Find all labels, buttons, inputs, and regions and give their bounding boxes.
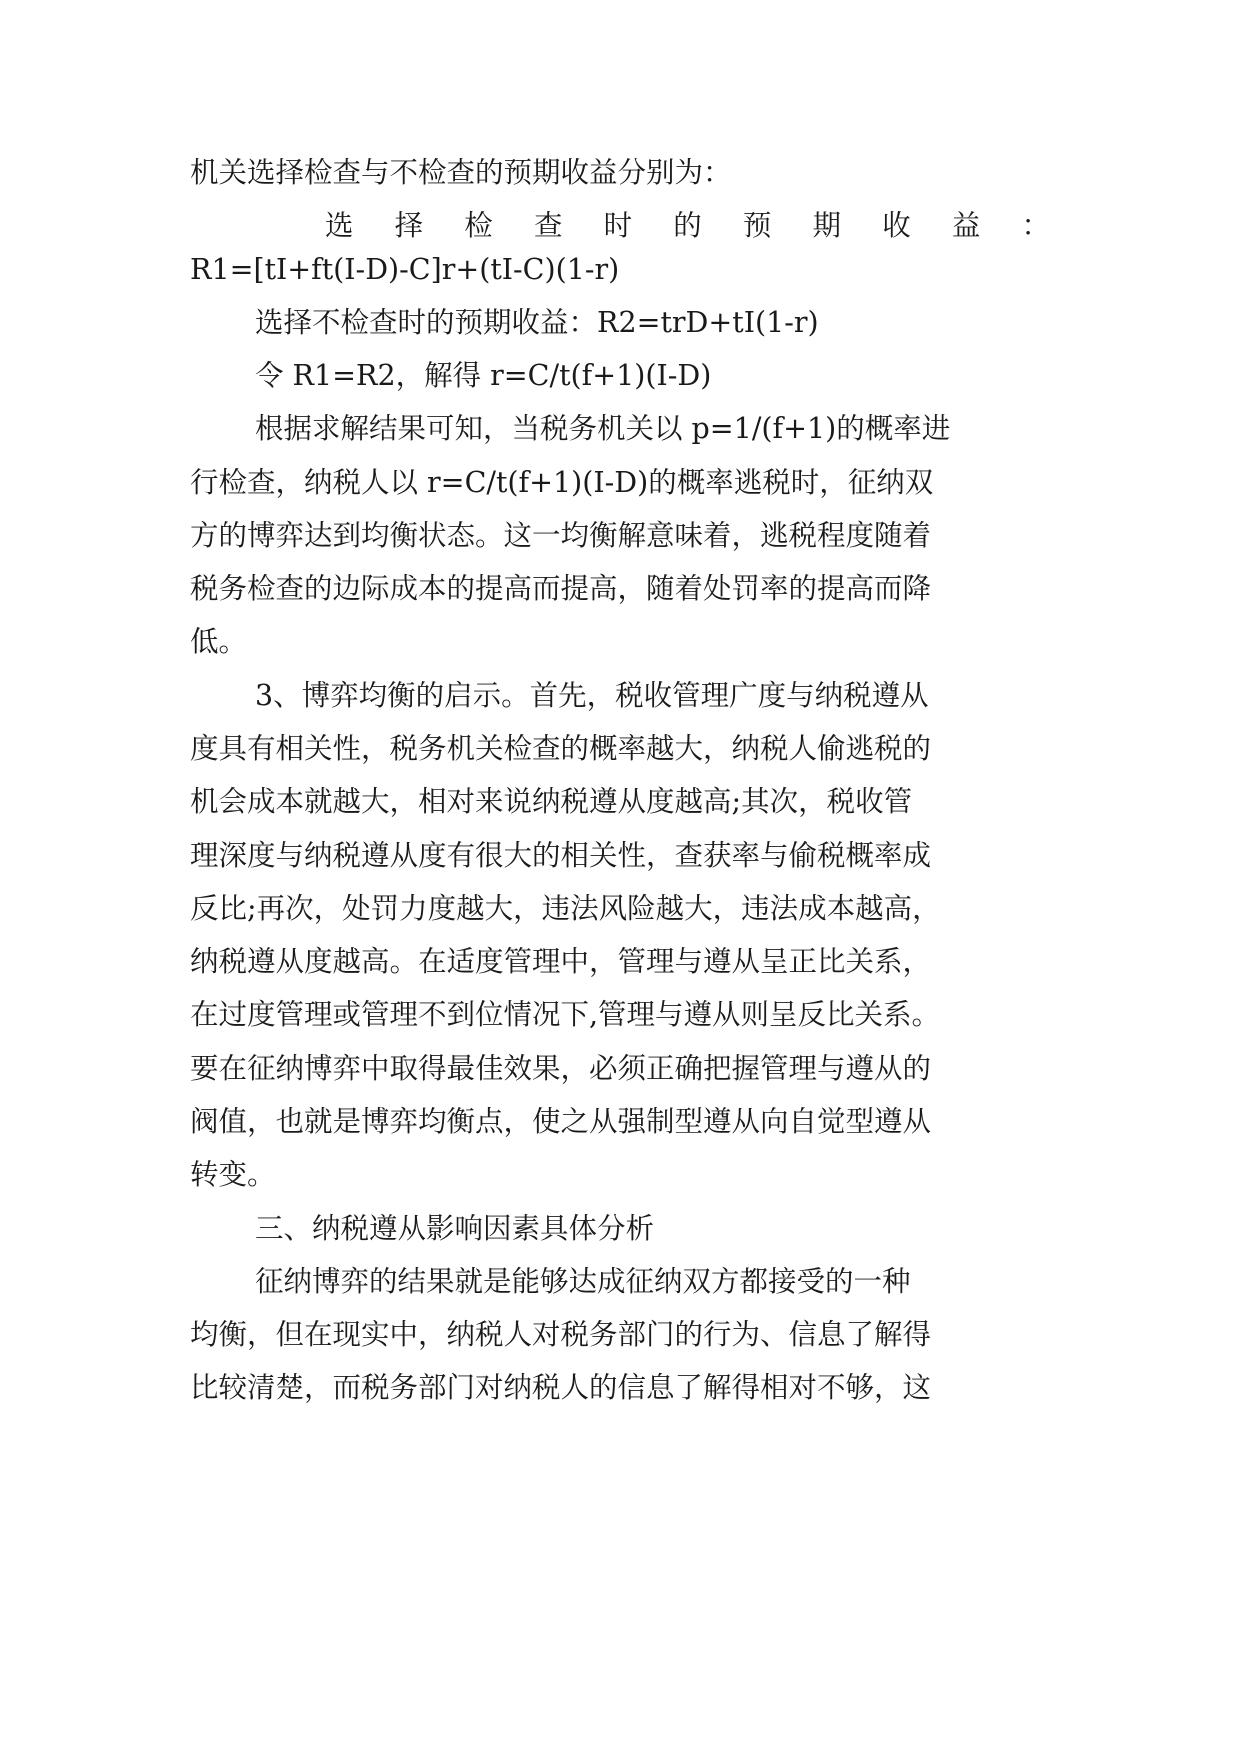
formula-line: R1=[tI+ft(I-D)-C]r+(tI-C)(1-r) <box>190 253 620 286</box>
text-line: 行检查，纳税人以 r=C/t(f+1)(I-D)的概率逃税时，征纳双 <box>190 466 934 499</box>
text-line: 度具有相关性，税务机关检查的概率越大，纳税人偷逃税的 <box>190 732 932 765</box>
text-line: 3、博弈均衡的启示。首先，税收管理广度与纳税遵从 <box>255 679 929 712</box>
text-line: 征纳博弈的结果就是能够达成征纳双方都接受的一种 <box>255 1265 911 1298</box>
formula-line: 选择不检查时的预期收益：R2=trD+tI(1-r) <box>255 306 819 339</box>
text-line: 均衡，但在现实中，纳税人对税务部门的行为、信息了解得 <box>190 1318 932 1351</box>
text-line: 转变。 <box>190 1158 276 1191</box>
text-line: 理深度与纳税遵从度有很大的相关性，查获率与偷税概率成 <box>190 839 932 872</box>
text-line: 要在征纳博弈中取得最佳效果，必须正确把握管理与遵从的 <box>190 1052 932 1085</box>
text-line: 低。 <box>190 625 248 658</box>
text-line: 阀值，也就是博弈均衡点，使之从强制型遵从向自觉型遵从 <box>190 1105 932 1138</box>
text-line: 机会成本就越大，相对来说纳税遵从度越高;其次，税收管 <box>190 785 913 818</box>
formula-line: 令 R1=R2，解得 r=C/t(f+1)(I-D) <box>255 359 712 392</box>
section-heading: 三、纳税遵从影响因素具体分析 <box>255 1212 655 1245</box>
text-line: 方的博弈达到均衡状态。这一均衡解意味着，逃税程度随着 <box>190 519 932 552</box>
text-line: 税务检查的边际成本的提高而提高，随着处罚率的提高而降 <box>190 572 932 605</box>
text-line: 纳税遵从度越高。在适度管理中，管理与遵从呈正比关系， <box>190 945 932 978</box>
text-line: 反比;再次，处罚力度越大，违法风险越大，违法成本越高， <box>190 892 941 925</box>
text-line: 机关选择检查与不检查的预期收益分别为： <box>190 156 732 189</box>
text-line: 在过度管理或管理不到位情况下,管理与遵从则呈反比关系。 <box>190 998 941 1031</box>
text-line-spread: 选择检查时的预期收益： <box>325 209 1050 242</box>
text-line: 根据求解结果可知，当税务机关以 p=1/(f+1)的概率进 <box>255 412 951 445</box>
text-line: 比较清楚，而税务部门对纳税人的信息了解得相对不够，这 <box>190 1371 932 1404</box>
